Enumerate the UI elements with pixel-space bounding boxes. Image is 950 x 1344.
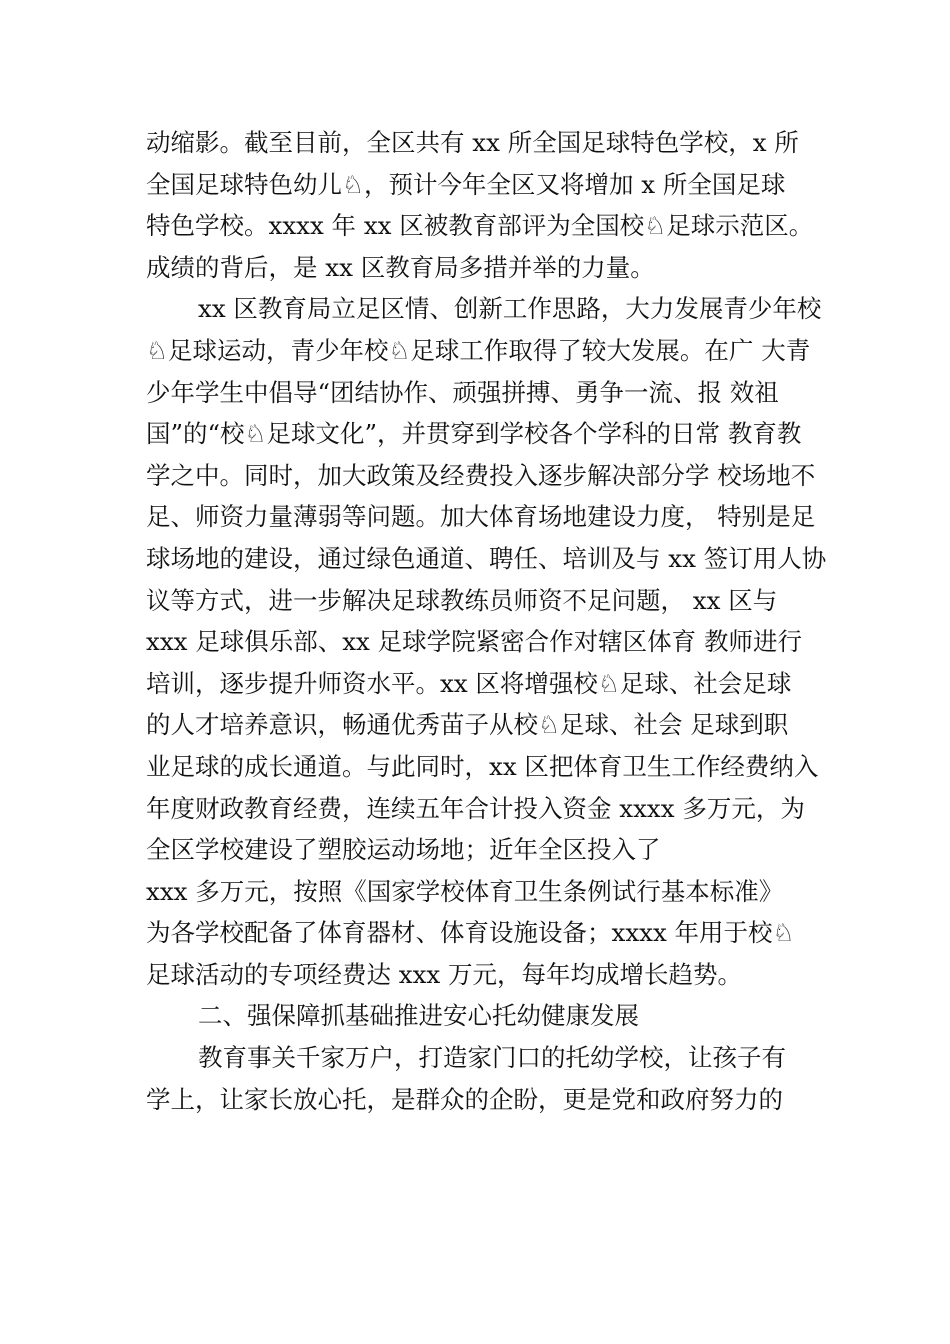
- text-line: 成绩的背后，是 xx 区教育局多措并举的力量。: [146, 252, 655, 282]
- text-line: 学之中。同时，加大政策及经费投入逐步解决部分学 校场地不: [146, 460, 816, 490]
- text-line: 国”的“校♘足球文化”，并贯穿到学校各个学科的日常 教育教: [146, 419, 802, 449]
- text-line: 年度财政教育经费，连续五年合计投入资金 xxxx 多万元，为: [146, 793, 805, 823]
- text-line: xxx 多万元，按照《国家学校体育卫生条例试行基本标准》: [146, 876, 784, 906]
- paragraph-first-line: xx 区教育局立足区情、创新工作思路，大力发展青少年校: [198, 294, 822, 324]
- text-line: 全国足球特色幼儿♘，预计今年全区又将增加 x 所全国足球: [146, 169, 786, 199]
- text-line: 的人才培养意识，畅通优秀苗子从校♘足球、社会 足球到职: [146, 710, 789, 740]
- text-line: 足、师资力量薄弱等问题。加大体育场地建设力度， 特别是足: [146, 502, 816, 532]
- text-line: xxx 足球俱乐部、xx 足球学院紧密合作对辖区体育 教师进行: [146, 627, 802, 657]
- text-line: 少年学生中倡导“团结协作、顽强拼搏、勇争一流、报 效祖: [146, 377, 779, 407]
- text-line: 议等方式，进一步解决足球教练员师资不足问题， xx 区与: [146, 585, 778, 615]
- document-body: [146, 122, 836, 1120]
- text-line: ♘足球运动，青少年校♘足球工作取得了较大发展。在广 大青: [146, 335, 811, 365]
- text-line: 动缩影。截至目前，全区共有 xx 所全国足球特色学校，x 所: [146, 128, 799, 157]
- text-line: 培训，逐步提升师资水平。xx 区将增强校♘足球、社会足球: [146, 668, 792, 698]
- text-line: 学上，让家长放心托，是群众的企盼，更是党和政府努力的: [146, 1084, 783, 1114]
- text-line: 特色学校。xxxx 年 xx 区被教育部评为全国校♘足球示范区。: [146, 211, 814, 241]
- paragraph-first-line: 教育事关千家万户，打造家门口的托幼学校，让孩子有: [198, 1043, 786, 1073]
- text-line: 球场地的建设，通过绿色通道、聘任、培训及与 xx 签订用人协: [146, 543, 827, 573]
- text-line: 全区学校建设了塑胶运动场地；近年全区投入了: [146, 835, 661, 865]
- text-line: 足球活动的专项经费达 xxx 万元，每年均成增长趋势。: [146, 959, 743, 989]
- text-line: 业足球的成长通道。与此同时，xx 区把体育卫生工作经费纳入: [146, 751, 819, 781]
- section-heading: 二、强保障抓基础推进安心托幼健康发展: [198, 1001, 639, 1031]
- text-line: 为各学校配备了体育器材、体育设施设备；xxxx 年用于校♘: [146, 918, 795, 948]
